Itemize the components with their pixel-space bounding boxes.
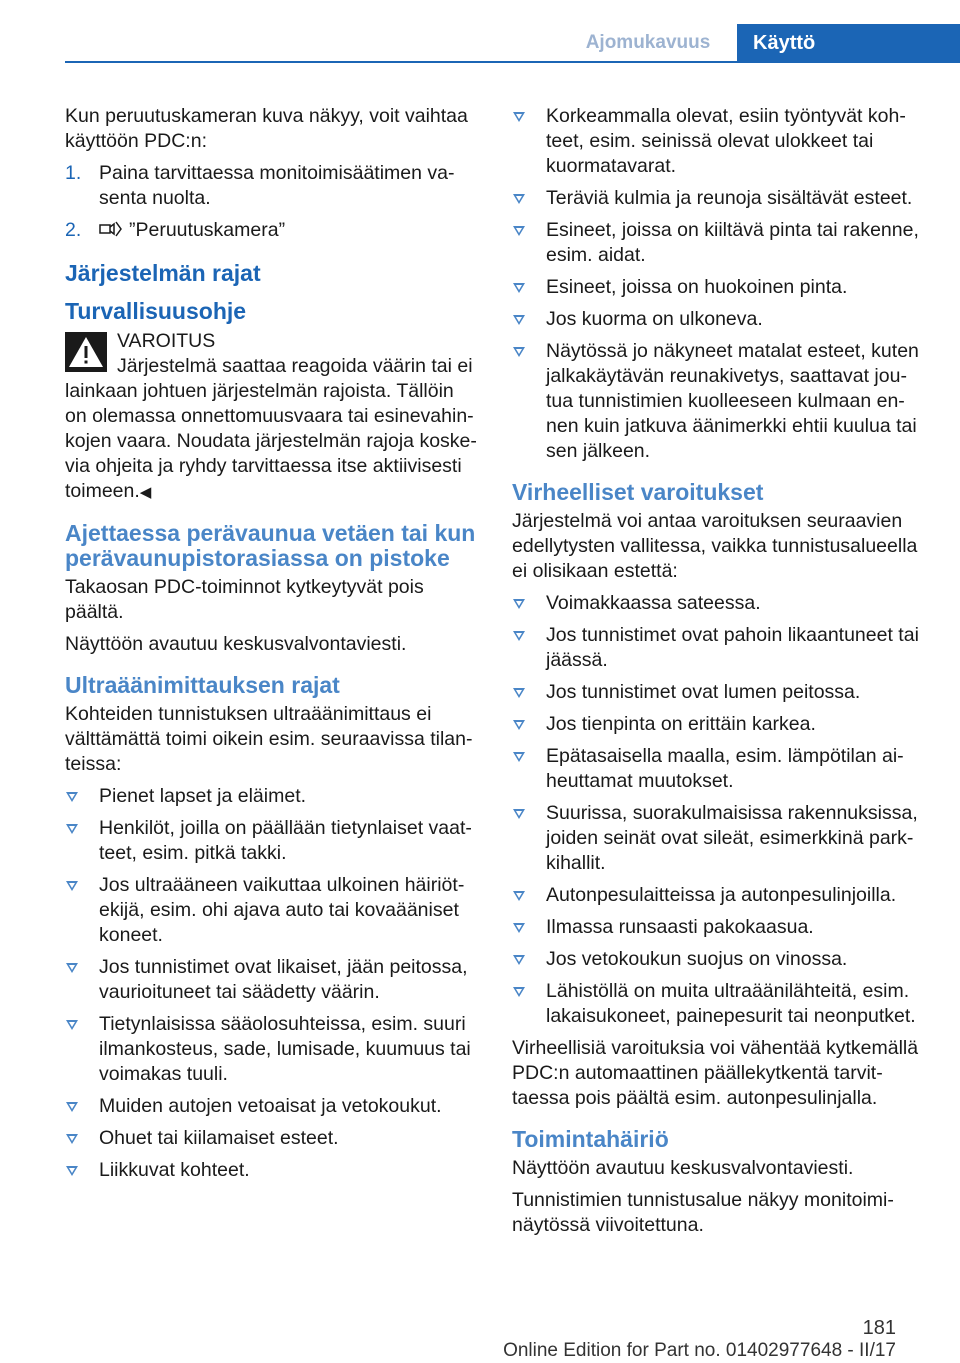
false-warnings-paragraph: Järjestelmä voi antaa varoituksen seuraavien edellytysten vallitessa, vaikka tunnistusalueella ei olisikaan estettä: bbox=[512, 510, 918, 582]
bullet-triangle-icon bbox=[513, 283, 525, 293]
list-item bbox=[65, 1094, 480, 1119]
bullet-triangle-icon bbox=[66, 1020, 78, 1030]
list-item-text: Ohuet tai kiilamaiset esteet. bbox=[99, 1127, 339, 1149]
bullet-triangle-icon bbox=[513, 194, 525, 204]
list-item bbox=[512, 979, 932, 1029]
list-item-text: Voimakkaassa sateessa. bbox=[546, 592, 761, 614]
trailer-paragraph-2: Näyttöön avautuu keskusvalvontaviesti. bbox=[65, 633, 407, 655]
heading-ultrasound-limits: Ultraäänimittauksen rajat bbox=[65, 672, 340, 698]
step-item bbox=[65, 161, 480, 211]
list-item bbox=[512, 915, 932, 940]
bullet-triangle-icon bbox=[513, 315, 525, 325]
page-header bbox=[0, 24, 960, 62]
list-item-text: Jos tunnistimet ovat pahoin likaantuneet tai jäässä. bbox=[546, 624, 919, 671]
list-item bbox=[65, 955, 480, 1005]
heading-safety: Turvallisuusohje bbox=[65, 298, 247, 324]
list-item-text: Autonpesulaitteissa ja autonpesulinjoilla. bbox=[546, 884, 897, 906]
trailer-paragraph-1: Takaosan PDC-toiminnot kytkeytyvät pois päältä. bbox=[65, 576, 424, 623]
step-text: Paina tarvittaessa monitoimisäätimen va-senta nuolta. bbox=[99, 162, 455, 209]
heading-system-limits: Järjestelmän rajat bbox=[65, 260, 261, 286]
list-item bbox=[65, 1158, 480, 1183]
heading-false-warnings: Virheelliset varoitukset bbox=[512, 479, 764, 505]
step-number: 1. bbox=[65, 162, 82, 184]
list-item bbox=[512, 591, 932, 616]
bullet-triangle-icon bbox=[66, 1102, 78, 1112]
list-item-text: Teräviä kulmia ja reunoja sisältävät esteet. bbox=[546, 187, 913, 209]
steps-list bbox=[65, 161, 480, 243]
list-item bbox=[65, 873, 480, 948]
bullet-triangle-icon bbox=[513, 987, 525, 997]
list-item-text: Suurissa, suorakulmaisissa rakennuksissa, joiden seinät ovat sileät, esimerkkinä park-kihallit. bbox=[546, 802, 918, 874]
list-item-text: Jos tienpinta on erittäin karkea. bbox=[546, 713, 816, 735]
edition-text: Online Edition for Part no. 01402977648 - II/17 bbox=[503, 1340, 896, 1361]
list-item bbox=[65, 1012, 480, 1087]
header-section-title: Ajomukavuus bbox=[585, 32, 711, 53]
list-item-text: Korkeammalla olevat, esiin työntyvät koh-teet, esim. seinissä olevat ulokkeet tai kuormatavarat. bbox=[546, 105, 906, 177]
list-item-text: Esineet, joissa on huokoinen pinta. bbox=[546, 276, 848, 298]
list-item-text: Lähistöllä on muita ultraäänilähteitä, esim. lakaisukoneet, painepesurit tai neonputket. bbox=[546, 980, 916, 1027]
list-item bbox=[65, 816, 480, 866]
list-item-text: Jos kuorma on ulkoneva. bbox=[546, 308, 763, 330]
warning-title: VAROITUS bbox=[117, 330, 216, 352]
list-item bbox=[512, 623, 932, 673]
list-item bbox=[512, 680, 932, 705]
bullet-triangle-icon bbox=[513, 347, 525, 357]
list-item-text: Liikkuvat kohteet. bbox=[99, 1159, 250, 1181]
false-warnings-end-paragraph: Virheellisiä varoituksia voi vähentää kytkemällä PDC:n automaattinen päällekytkentä tarvit-taessa pois päältä esim. autonpesulinjalla. bbox=[512, 1037, 919, 1109]
list-item bbox=[65, 784, 480, 809]
obstacle-list bbox=[512, 104, 932, 464]
bullet-triangle-icon bbox=[513, 226, 525, 236]
list-item-text: Jos tunnistimet ovat likaiset, jään peitossa, vaurioituneet tai säädetty väärin. bbox=[99, 956, 468, 1003]
list-item bbox=[512, 218, 932, 268]
malfunction-paragraph-1: Näyttöön avautuu keskusvalvontaviesti. bbox=[512, 1157, 854, 1179]
list-item-text: Esineet, joissa on kiiltävä pinta tai rakenne, esim. aidat. bbox=[546, 219, 919, 266]
bullet-triangle-icon bbox=[66, 824, 78, 834]
ultrasound-paragraph: Kohteiden tunnistuksen ultraäänimittaus ei välttämättä toimi oikein esim. seuraavissa tilan-teissa: bbox=[65, 703, 473, 775]
step-item bbox=[65, 218, 480, 243]
warning-box bbox=[65, 329, 480, 505]
right-column bbox=[512, 104, 932, 1245]
bullet-triangle-icon bbox=[513, 720, 525, 730]
list-item-text: Jos vetokoukun suojus on vinossa. bbox=[546, 948, 848, 970]
list-item-text: Jos tunnistimet ovat lumen peitossa. bbox=[546, 681, 861, 703]
bullet-triangle-icon bbox=[513, 923, 525, 933]
list-item bbox=[512, 801, 932, 876]
back-arrow-icon: ◀ bbox=[139, 484, 152, 501]
step-number: 2. bbox=[65, 219, 82, 241]
list-item bbox=[512, 104, 932, 179]
list-item bbox=[512, 307, 932, 332]
list-item bbox=[512, 275, 932, 300]
step-text: ”Peruutuskamera” bbox=[129, 219, 286, 241]
list-item bbox=[512, 712, 932, 737]
ultrasound-list bbox=[65, 784, 480, 1183]
bullet-triangle-icon bbox=[513, 891, 525, 901]
rear-camera-icon bbox=[99, 219, 123, 239]
list-item-text: Pienet lapset ja eläimet. bbox=[99, 785, 307, 807]
list-item bbox=[512, 883, 932, 908]
heading-trailer: Ajettaessa perävaunua vetäen tai kun perävaunupistorasiassa on pistoke bbox=[65, 520, 476, 571]
list-item bbox=[512, 744, 932, 794]
list-item-text: Henkilöt, joilla on päällään tietynlaiset vaat-teet, esim. pitkä takki. bbox=[99, 817, 472, 864]
malfunction-paragraph-2: Tunnistimien tunnistusalue näkyy monitoimi-näytössä viivoitettuna. bbox=[512, 1189, 894, 1236]
bullet-triangle-icon bbox=[66, 1134, 78, 1144]
list-item-text: Näytössä jo näkyneet matalat esteet, kuten jalkakäytävän reunakivetys, saattavat jou-tua tunnistimien kuolleeseen kulmaan en-nen kuin jatkuva äänimerkki ehtii kuulua tai sen jälkeen. bbox=[546, 340, 919, 462]
bullet-triangle-icon bbox=[513, 112, 525, 122]
bullet-triangle-icon bbox=[513, 599, 525, 609]
bullet-triangle-icon bbox=[513, 752, 525, 762]
intro-paragraph: Kun peruutuskameran kuva näkyy, voit vaihtaa käyttöön PDC:n: bbox=[65, 105, 468, 152]
list-item-text: Epätasaisella maalla, esim. lämpötilan ai-heuttamat muutokset. bbox=[546, 745, 904, 792]
warning-text: Järjestelmä saattaa reagoida väärin tai ei lainkaan johtuen järjestelmän rajoista. Tällöin on olemassa onnettomuusvaara tai esinevahin-kojen vaara. Noudata järjestelmän rajoja koske-via ohjeita ja ryhdy tarvittaessa itse aktiivisesti toimeen. bbox=[65, 355, 477, 502]
bullet-triangle-icon bbox=[513, 688, 525, 698]
list-item-text: Tietynlaisissa sääolosuhteissa, esim. suuri ilmankosteus, sade, lumisade, kuumuus tai voimakas tuuli. bbox=[99, 1013, 471, 1085]
list-item-text: Muiden autojen vetoaisat ja vetokoukut. bbox=[99, 1095, 442, 1117]
list-item bbox=[512, 947, 932, 972]
bullet-triangle-icon bbox=[66, 963, 78, 973]
page-number: 181 bbox=[862, 1317, 896, 1339]
bullet-triangle-icon bbox=[513, 631, 525, 641]
list-item bbox=[65, 1126, 480, 1151]
false-warnings-list bbox=[512, 591, 932, 1029]
header-rule bbox=[65, 61, 960, 63]
list-item-text: Jos ultraääneen vaikuttaa ulkoinen häiriöt-ekijä, esim. ohi ajava auto tai kovaääniset koneet. bbox=[99, 874, 465, 946]
left-column bbox=[65, 104, 480, 1190]
header-chapter-tab: Käyttö bbox=[737, 24, 960, 62]
warning-triangle-icon bbox=[65, 332, 107, 372]
bullet-triangle-icon bbox=[513, 955, 525, 965]
list-item-text: Ilmassa runsaasti pakokaasua. bbox=[546, 916, 814, 938]
bullet-triangle-icon bbox=[66, 1166, 78, 1176]
bullet-triangle-icon bbox=[66, 881, 78, 891]
list-item bbox=[512, 339, 932, 464]
heading-malfunction: Toimintahäiriö bbox=[512, 1126, 669, 1152]
list-item bbox=[512, 186, 932, 211]
bullet-triangle-icon bbox=[66, 792, 78, 802]
bullet-triangle-icon bbox=[513, 809, 525, 819]
